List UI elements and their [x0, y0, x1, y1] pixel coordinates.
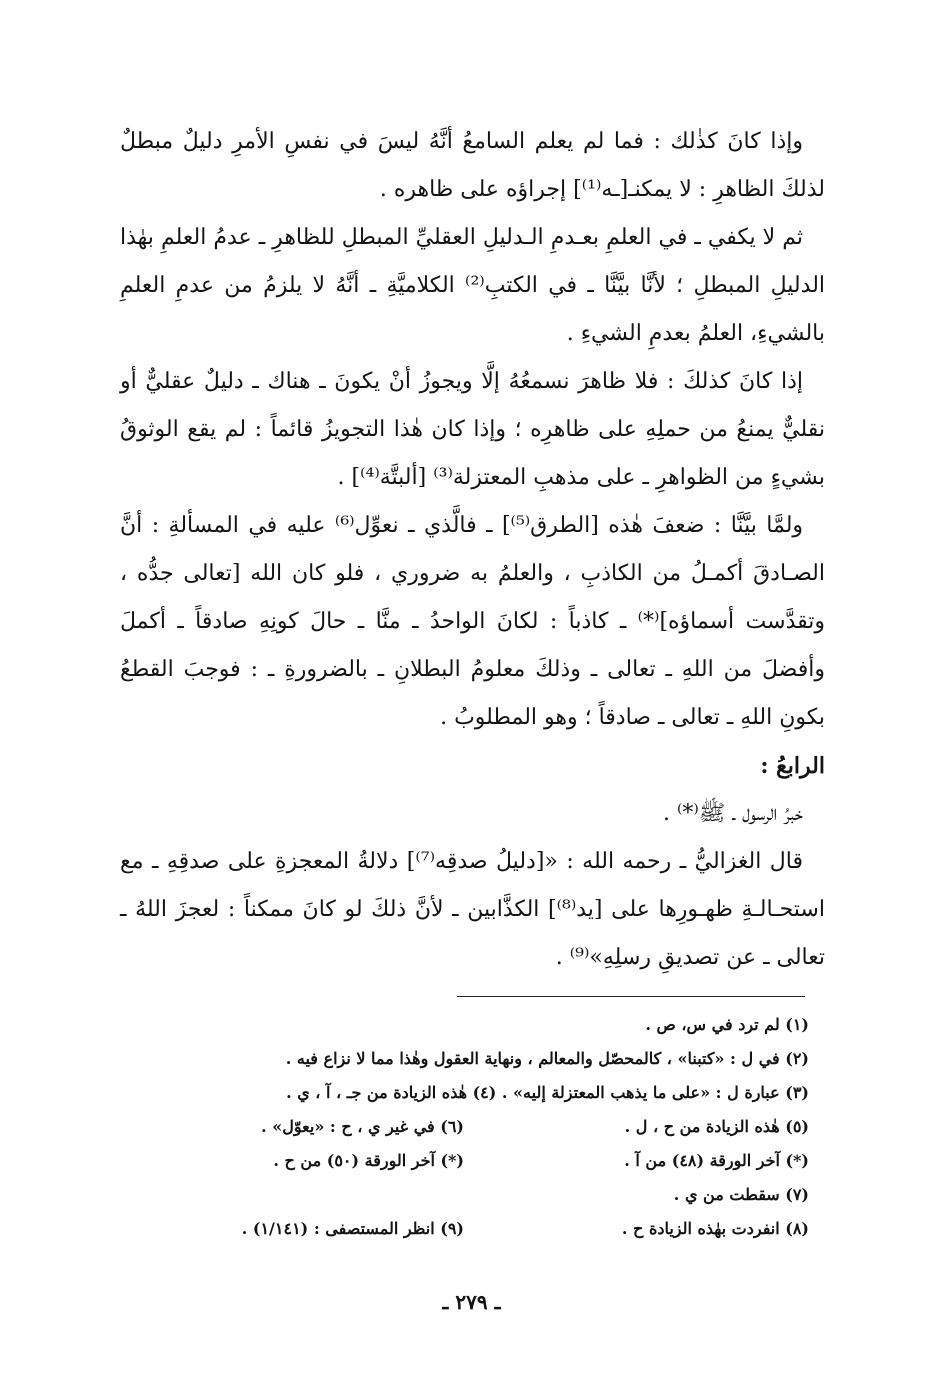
footnote-6: (٦) في غير ي ، ح : «يعوّل» .	[261, 1117, 464, 1136]
footnote-1: (١) لم ترد في س، ص .	[645, 1015, 809, 1034]
footnote-separator	[457, 996, 805, 997]
footnote-3-4: (٣) عبارة ل : «على ما يذهب المعتزلة إليه» . (٤) هٰذه الزيادة من جـ ، آ ، ي .	[286, 1083, 809, 1102]
section-subheading: خبرُ الرسول ـ ﷺ⁽*⁾ .	[662, 801, 803, 826]
ghazali-quote: قال الغزاليُّ ـ رحمه الله : «[دليلُ صدقِه⁽⁷⁾] دلالةُ المعجزةِ على صدقِهِ ـ مع استحـالـةِ ظهـورِها على [يد⁽⁸⁾] الكذَّابين ـ لأنَّ ذلكَ لو كانَ ممكناً : لعجزَ اللهُ ـ تعالى ـ عن تصديقِ رسلِهِ»⁽⁹⁾ .	[120, 849, 825, 970]
paragraph-3: إذا كانَ كذلكَ : فلا ظاهرَ نسمعُهُ إلَّا ويجوزُ أنْ يكونَ ـ هناك ـ دليلٌ عقليٌّ أو نقليٌّ يمنعُ من حملِهِ على ظاهرِه ؛ وإذا كان هٰذا التجويزُ قائماً : لم يقع الوثوقُ بشيءٍ من الظواهرِ ـ على مذهبِ المعتزلة⁽³⁾ [ألبتَّة⁽⁴⁾] .	[120, 369, 825, 490]
page-number: ـ ٢٧٩ ـ	[442, 1290, 501, 1314]
footnote-9: (٩) انظر المستصفى : (١/١٤١) .	[241, 1219, 464, 1238]
footnote-8: (٨) انفردت بهٰذه الزيادة ح .	[621, 1219, 809, 1238]
footnotes	[119, 1008, 809, 1246]
section-heading: الرابعُ :	[760, 753, 825, 779]
paragraph-1: وإذا كانَ كذٰلك : فما لم يعلم السامعُ أنَّهُ ليسَ في نفسِ الأمرِ دليلٌ مبطلٌ لذلكَ الظاهرِ : لا يمكنـ[ـه⁽¹⁾] إجراؤه على ظاهره .	[120, 129, 825, 202]
paragraph-2: ثم لا يكفي ـ في العلمِ بعـدمِ الـدليلِ العقليِّ المبطلِ للظاهرِ ـ عدمُ العلمِ بهٰذا الدليلِ المبطلِ ؛ لأنَّا بيَّنَّا ـ في الكتبِ⁽²⁾ الكلاميَّةِ ـ أنَّهُ لا يلزمُ من عدمِ العلمِ بالشيءِ، العلمُ بعدمِ الشيءِ .	[120, 225, 826, 346]
footnote-2: (٢) في ل : «كتبنا» ، كالمحصّل والمعالم ، ونهاية العقول وهٰذا مما لا نزاع فيه .	[285, 1049, 809, 1068]
footnote-star-2: (*) آخر الورقة (٥٠) من ح .	[273, 1151, 464, 1170]
footnote-5: (٥) هٰذه الزيادة من ح ، ل .	[624, 1117, 809, 1136]
paragraph-4: ولمَّا بيَّنَّا : ضعفَ هٰذه [الطرق⁽⁵⁾] ـ فالَّذي ـ نعوِّل⁽⁶⁾ عليه في المسألةِ : أنَّ الصـادقَ أكمـلُ من الكاذبِ ، والعلمُ به ضروري ، فلو كان الله [تعالى جدُّه ، وتقدَّست أسماؤه]⁽*⁾ ـ كاذباً : لكانَ الواحدُ ـ منَّا ـ حالَ كونِهِ صادقاً ـ أكملَ وأفضلَ من اللهِ ـ تعالى ـ وذلكَ معلومُ البطلانِ ـ بالضرورةِ ـ : فوجبَ القطعُ بكونِ اللهِ ـ تعالى ـ صادقاً ؛ وهو المطلوبُ .	[120, 513, 825, 730]
footnote-7: (٧) سقطت من ي .	[673, 1185, 809, 1204]
footnote-star-1: (*) آخر الورقة (٤٨) من آ .	[624, 1151, 809, 1170]
main-text	[120, 118, 825, 982]
